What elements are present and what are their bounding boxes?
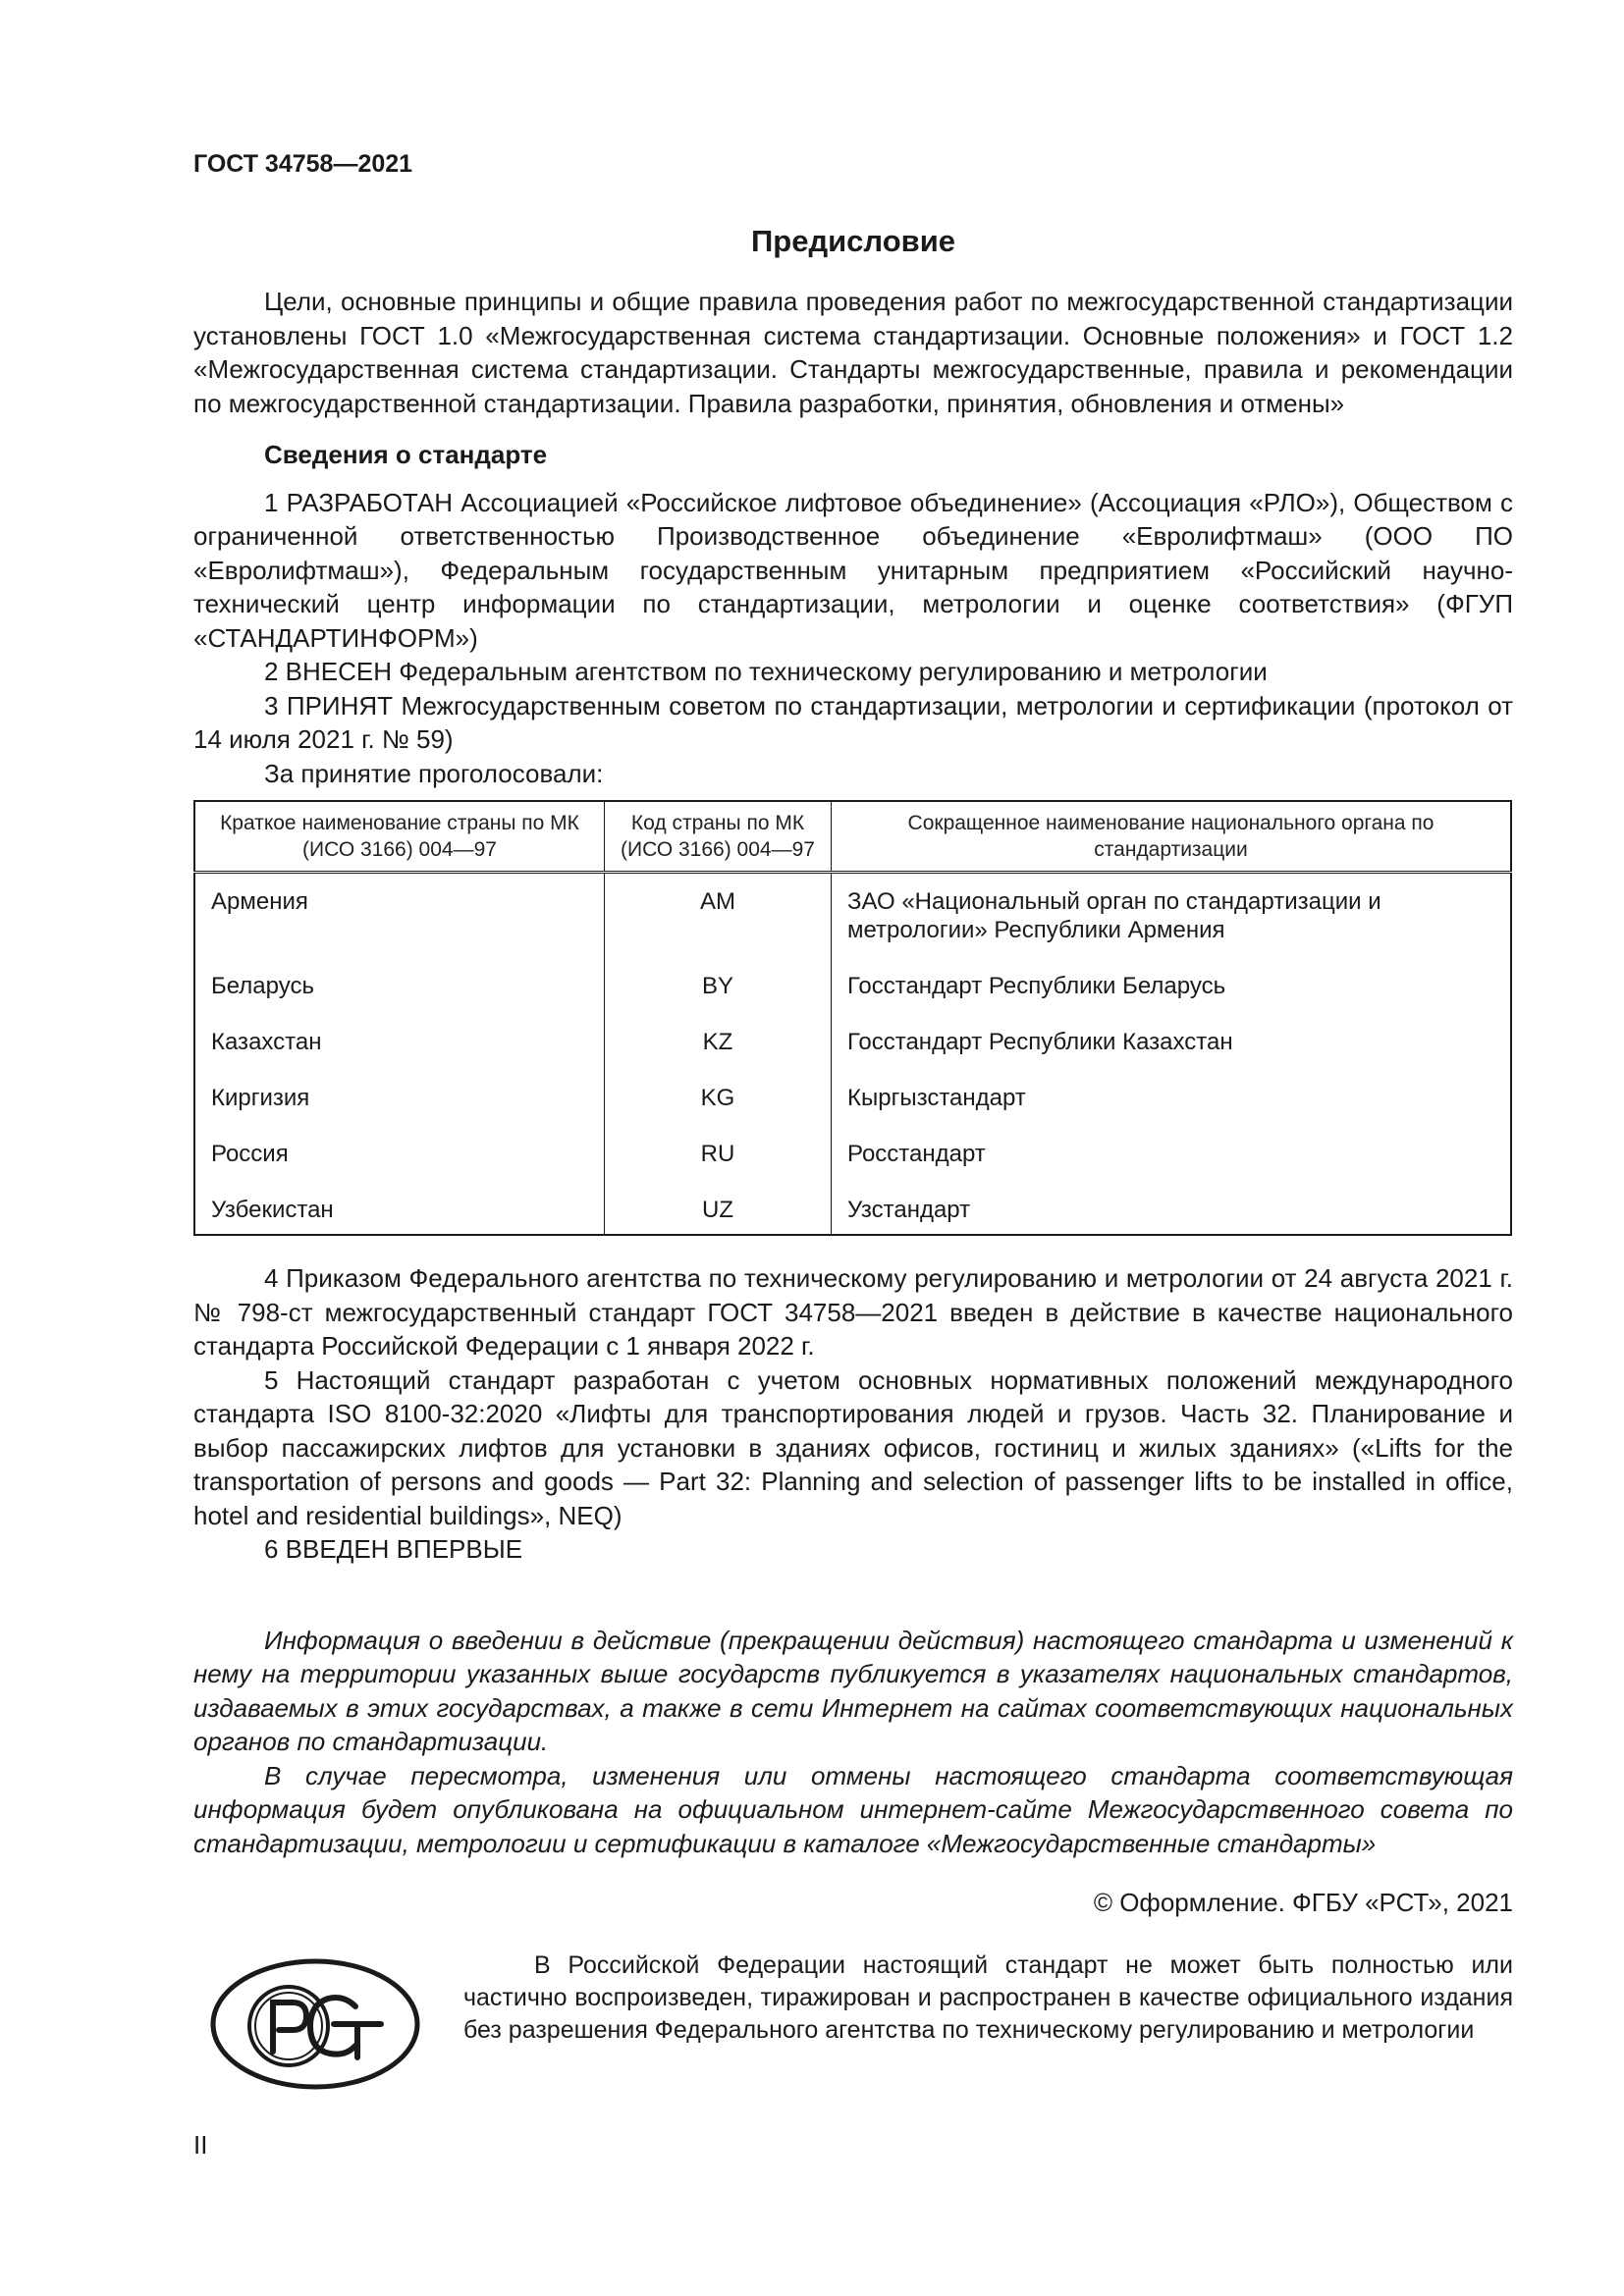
member-states-table [193, 800, 1512, 1236]
table-row [194, 1132, 1511, 1188]
cell-country: Беларусь [211, 973, 314, 999]
voted-label: За принятие проголосовали: [264, 758, 604, 788]
item-enacted: 4 Приказом Федерального агентства по техническому регулированию и метрологии от 24 августа 2021 г. № 798-ст межгосударственный стандарт ГОСТ 34758—2021 введен в действие в качестве национального стандарта Российской Федерации с 1 января 2022 г. [193, 1263, 1513, 1361]
cell-country: Узбекистан [211, 1197, 334, 1223]
col-header-code: Код страны по МК (ИСО 3166) 004—97 [605, 801, 832, 873]
item-developed: 1 РАЗРАБОТАН Ассоциацией «Российское лифтовое объединение» (Ассоциация «РЛО»), Обществом с ограниченной ответственностью Производственное объединение «Евролифтмаш» (ООО ПО «Евролифтмаш»), Федеральным государственным унитарным предприятием «Российский научно-технический центр информации по стандартизации, метрологии и оценке соответствия» (ФГУП «СТАНДАРТИНФОРМ») [193, 487, 1513, 653]
cell-code: KZ [605, 1020, 832, 1076]
cell-body: ЗАО «Национальный орган по стандартизации и метрологии» Республики Армения [832, 873, 1512, 965]
item-adopted: 3 ПРИНЯТ Межгосударственным советом по стандартизации, метрологии и сертификации (протокол от 14 июля 2021 г. № 59) [193, 690, 1513, 754]
table-header-row [194, 801, 1511, 873]
cell-country: Армения [211, 888, 308, 915]
cell-body: Госстандарт Республики Казахстан [832, 1020, 1512, 1076]
item-basis: 5 Настоящий стандарт разработан с учетом основных нормативных положений международного стандарта ISO 8100-32:2020 «Лифты для транспортирования людей и грузов. Часть 32. Планирование и выбор пассажирских лифтов для установки в зданиях офисов, гостиниц и жилых зданиях» («Lifts for the transportation of persons and goods — Part 32: Planning and selection of passenger lifts to be installed in office, hotel and residential buildings», NEQ) [193, 1364, 1513, 1530]
cell-body: Госстандарт Республики Беларусь [832, 964, 1512, 1020]
reproduction-block [193, 1949, 1513, 2093]
cell-code: RU [605, 1132, 832, 1188]
cell-code: BY [605, 964, 832, 1020]
page-title: Предисловие [750, 224, 955, 258]
cell-country: Россия [211, 1141, 289, 1167]
table-row [194, 1188, 1511, 1235]
table-row [194, 873, 1511, 965]
rst-certification-logo-icon [208, 1955, 422, 2093]
cell-code: AM [605, 873, 832, 965]
document-page [193, 147, 1513, 2093]
document-id: ГОСТ 34758—2021 [193, 150, 413, 178]
table-row [194, 1020, 1511, 1076]
item-first-introduced: 6 ВВЕДЕН ВПЕРВЫЕ [264, 1534, 523, 1564]
col-header-body: Сокращенное наименование национального органа по стандартизации [832, 801, 1512, 873]
notice-paragraph-2: В случае пересмотра, изменения или отмены настоящего стандарта соответствующая информация будет опубликована на официальном интернет-сайте Межгосударственного совета по стандартизации, метрологии и сертификации в каталоге «Межгосударственные стандарты» [193, 1760, 1513, 1858]
table-row [194, 1076, 1511, 1132]
cell-country: Киргизия [211, 1085, 310, 1111]
reproduction-notice: В Российской Федерации настоящий стандарт не может быть полностью или частично воспроизведен, тиражирован и распространен в качестве официального издания без разрешения Федерального агентства по техническому регулированию и метрологии [463, 1950, 1513, 2044]
info-heading: Сведения о стандарте [264, 440, 548, 469]
copyright-line: © Оформление. ФГБУ «РСТ», 2021 [1093, 1888, 1513, 1917]
page-number: II [193, 2130, 208, 2160]
publication-notice [193, 1624, 1513, 1861]
col-header-country: Краткое наименование страны по МК (ИСО 3166) 004—97 [194, 801, 605, 873]
item-submitted: 2 ВНЕСЕН Федеральным агентством по техническому регулированию и метрологии [264, 657, 1268, 686]
intro-paragraph: Цели, основные принципы и общие правила проведения работ по межгосударственной стандартизации установлены ГОСТ 1.0 «Межгосударственная система стандартизации. Основные положения» и ГОСТ 1.2 «Межгосударственная система стандартизации. Стандарты межгосударственные, правила и рекомендации по межгосударственной стандартизации. Правила разработки, принятия, обновления и отмены» [193, 287, 1513, 418]
cell-country: Казахстан [211, 1029, 322, 1055]
cell-code: UZ [605, 1188, 832, 1235]
cell-body: Кыргызстандарт [832, 1076, 1512, 1132]
cell-body: Узстандарт [832, 1188, 1512, 1235]
cell-code: KG [605, 1076, 832, 1132]
table-row [194, 964, 1511, 1020]
notice-paragraph-1: Информация о введении в действие (прекращении действия) настоящего стандарта и изменений к нему на территории указанных выше государств публикуется в указателях национальных стандартов, издаваемых в этих государствах, а также в сети Интернет на сайтах соответствующих национальных органов по стандартизации. [193, 1625, 1513, 1756]
cell-body: Росстандарт [832, 1132, 1512, 1188]
